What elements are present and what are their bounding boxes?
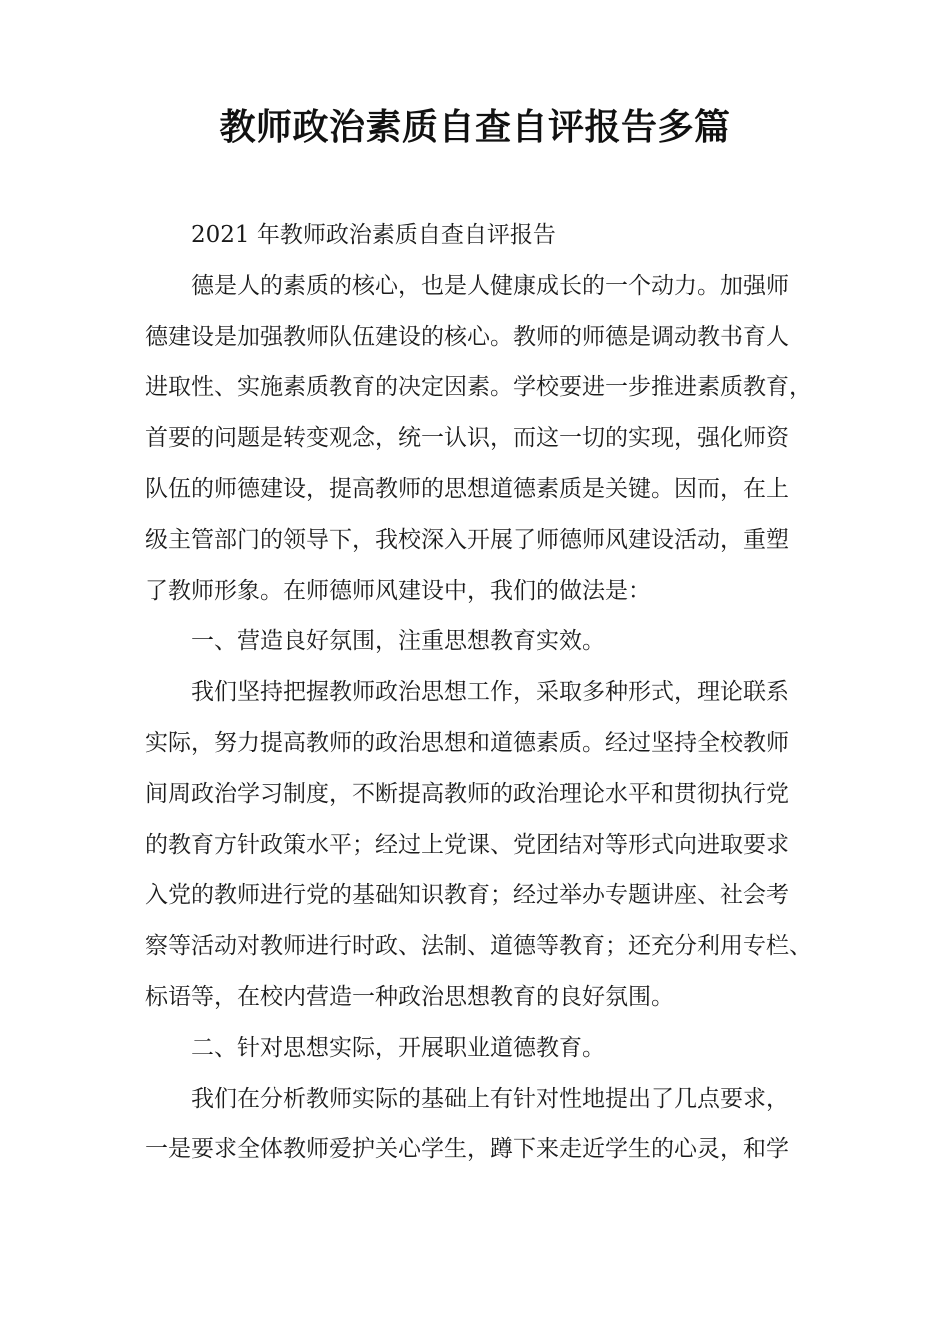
section-heading-2: 二、针对思想实际，开展职业道德教育。 (191, 1034, 605, 1061)
body-line: 入党的教师进行党的基础知识教育；经过举办专题讲座、社会考 (145, 882, 789, 909)
section-heading-1: 一、营造良好氛围，注重思想教育实效。 (191, 628, 605, 655)
body-line: 2021 年教师政治素质自查自评报告 (191, 222, 556, 248)
body-line: 标语等，在校内营造一种政治思想教育的良好氛围。 (145, 983, 674, 1010)
body-line: 我们坚持把握教师政治思想工作，采取多种形式，理论联系 (191, 679, 789, 706)
body-line: 察等活动对教师进行时政、法制、道德等教育；还充分利用专栏、 (145, 933, 812, 960)
document-body (145, 210, 815, 1175)
body-line: 级主管部门的领导下，我校深入开展了师德师风建设活动，重塑 (145, 526, 789, 553)
body-line: 德建设是加强教师队伍建设的核心。教师的师德是调动教书育人 (145, 323, 789, 350)
body-line: 我们在分析教师实际的基础上有针对性地提出了几点要求， (191, 1085, 789, 1112)
body-line: 实际，努力提高教师的政治思想和道德素质。经过坚持全校教师 (145, 729, 789, 756)
body-line: 队伍的师德建设，提高教师的思想道德素质是关键。因而，在上 (145, 475, 789, 502)
body-line: 了教师形象。在师德师风建设中，我们的做法是： (145, 577, 651, 604)
body-line: 首要的问题是转变观念，统一认识，而这一切的实现，强化师资 (145, 425, 789, 452)
body-line: 间周政治学习制度，不断提高教师的政治理论水平和贯彻执行党 (145, 780, 789, 807)
body-line: 的教育方针政策水平；经过上党课、党团结对等形式向进取要求 (145, 831, 789, 858)
body-line: 进取性、实施素质教育的决定因素。学校要进一步推进素质教育， (145, 374, 812, 401)
document-title: 教师政治素质自查自评报告多篇 (219, 107, 731, 148)
body-line: 一是要求全体教师爱护关心学生，蹲下来走近学生的心灵，和学 (145, 1136, 789, 1163)
body-line: 德是人的素质的核心，也是人健康成长的一个动力。加强师 (191, 272, 789, 299)
